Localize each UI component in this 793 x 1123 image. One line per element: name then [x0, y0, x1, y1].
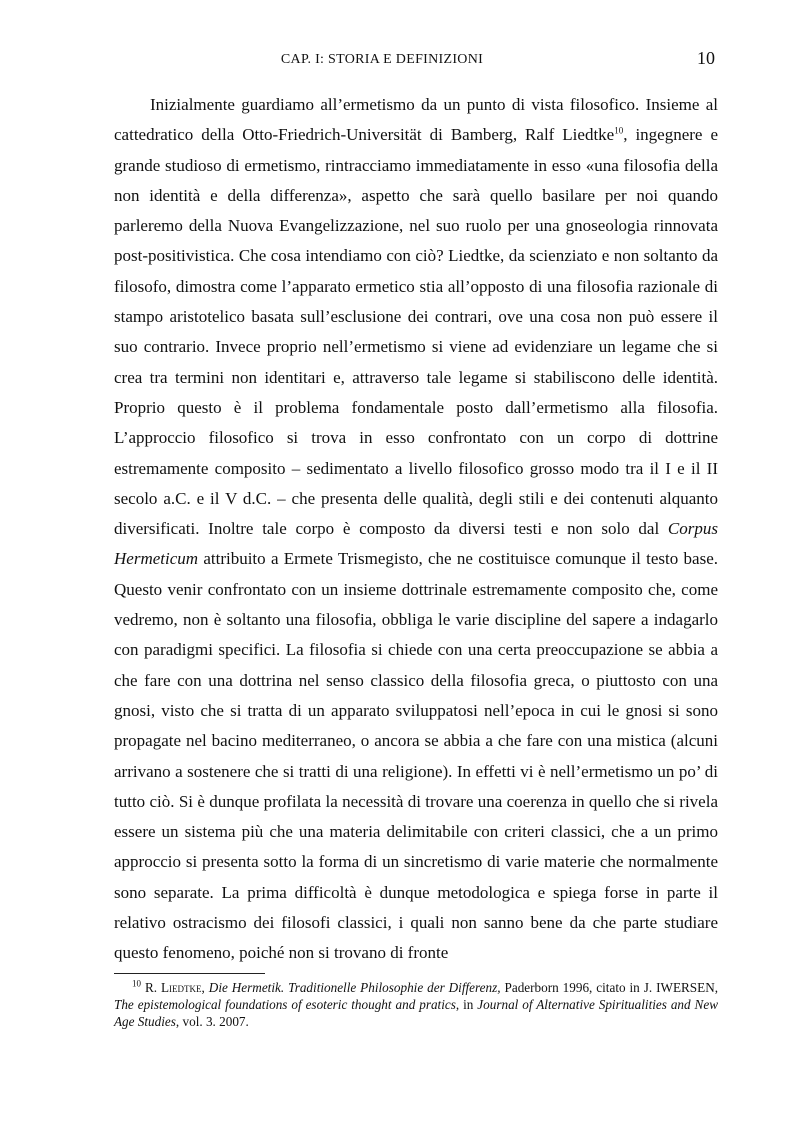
footnote-work-title-2: The epistemological foundations of esoteric thought and pratics [114, 997, 456, 1012]
footnote-separator [114, 973, 265, 974]
footnote-work-title-1: Die Hermetik. Traditionelle Philosophie der Differenz, [208, 980, 501, 995]
footnote-author-liedtke: Liedtke [161, 980, 202, 995]
body-text-part-3: attribuito a Ermete Trismegisto, che ne costituisce comunque il testo base. Questo venir confrontato con un insieme dottrinale estremamente composito che, come vedremo, non è soltanto una filosofia, obbliga le varie discipline del sapere a indagarlo con paradigmi specifici. La filosofia si chiede con una certa preoccupazione se abbia a che fare con una dottrina nel senso classico della filosofia greca, o piuttosto con una gnosi, visto che si tratta di un apparato sviluppatosi nell’epoca in cui le gnosi si sono propagate nel bacino mediterraneo, o ancora se abbia a che fare con una mistica (alcuni arrivano a sostenere che si tratti di una religione). In effetti vi è nell’ermetismo un po’ di tutto ciò. Si è dunque profilata la necessità di trovare una coerenza in quello che si rivela essere un sistema più che una materia delimitabile con criteri classici, che a un primo approccio si presenta sotto la forma di un sincretismo di varie materie che normalmente sono separate. La prima difficoltà è dunque metodologica e spiega forse in parte il relativo ostracismo dei filosofi classici, i quali non sanno bene da che parte studiare questo fenomeno, poiché non si trovano di fronte [114, 549, 718, 963]
footnote-author-iwersen: IWERSEN [656, 980, 715, 995]
footnote-volume: , vol. 3. 2007. [175, 1014, 249, 1029]
chapter-title: CAP. I: STORIA E DEFINIZIONI [280, 52, 484, 67]
body-text-part-1: Inizialmente guardiamo all’ermetismo da un punto di vista filosofico. Insieme al cattedratico della Otto-Friedrich-Universität di Bamberg, Ralf Liedtke [114, 95, 718, 145]
footnote-imprint: Paderborn 1996, citato in J. [500, 980, 657, 995]
body-text-part-2: , ingegnere e grande studioso di ermetismo, rintracciamo immediatamente in esso «una filosofia della non identità e della differenza», aspetto che sarà quello basilare per noi quando parleremo della Nuova Evangelizzazione, nel suo ruolo per una gnoseologia rinnovata post-positivistica. Che cosa intendiamo con ciò? Liedtke, da scienziato e non soltanto da filosofo, dimostra come l’apparato ermetico stia all’opposto di una filosofia razionale di stampo aristotelico basata sull’esclusione dei contrari, ove una cosa non può essere il suo contrario. Invece proprio nell’ermetismo si viene ad evidenziare un legame che si crea tra termini non identitari e, attraverso tale legame si stabiliscono delle identità. Proprio questo è il problema fondamentale posto dall’ermetismo alla filosofia. L’approccio filosofico si trova in esso confrontato con un corpo di dottrine estremamente composito – sedimentato a livello filosofico grosso modo tra il I e il II secolo a.C. e il V d.C. – che presenta delle qualità, degli stili e dei contenuti alquanto diversificati. Inoltre tale corpo è composto da diversi testi e non solo dal [114, 125, 718, 539]
footnote-author-initial: R. [144, 980, 161, 995]
footnote-in: , in [455, 997, 478, 1012]
running-header [114, 48, 718, 70]
body-paragraph [114, 90, 718, 969]
footnote-number: 10 [132, 978, 141, 989]
corpus-hermeticum-title: Corpus Hermeticum [114, 519, 718, 569]
footnote [114, 979, 718, 1030]
footnote-separator-1: , [201, 980, 209, 995]
page-number: 10 [697, 48, 715, 68]
footnote-reference[interactable]: 10 [614, 125, 624, 136]
footnote-journal: Journal of Alternative Spiritualities and New Age Studies [114, 997, 718, 1029]
footnote-separator-2: , [714, 980, 719, 995]
